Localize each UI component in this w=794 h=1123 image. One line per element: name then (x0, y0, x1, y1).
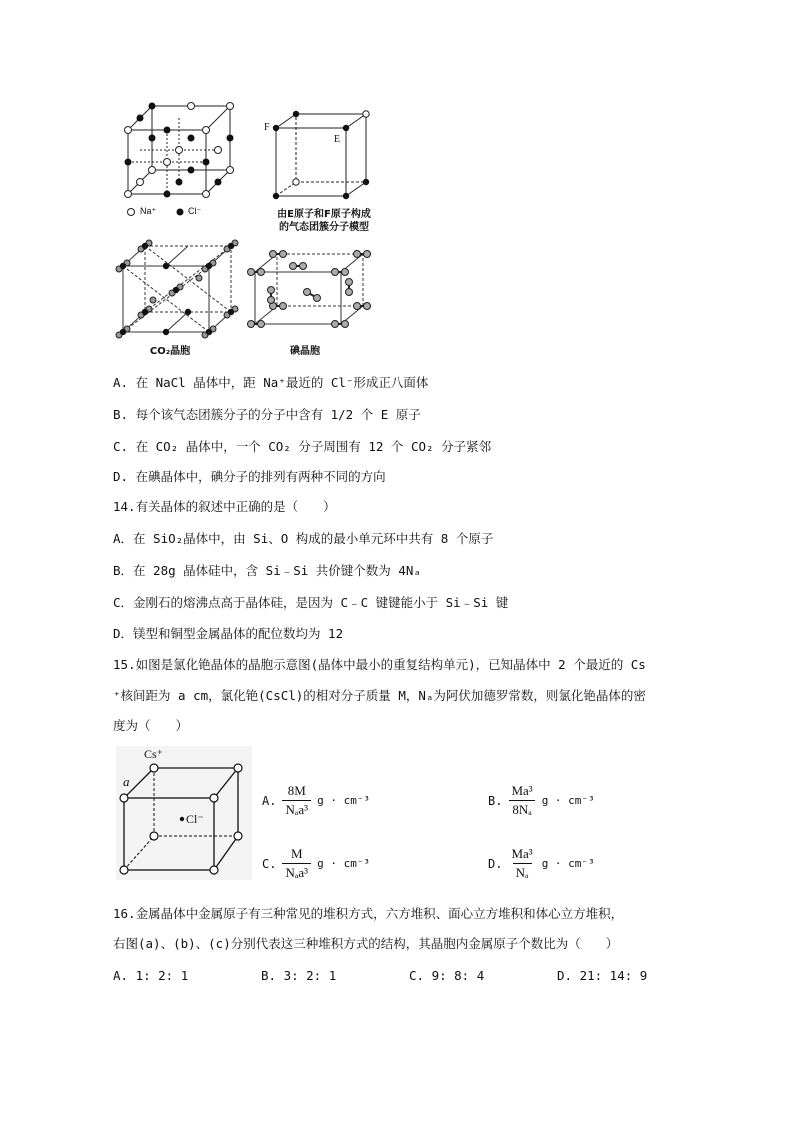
q15-option-a (262, 783, 370, 818)
cluster-caption-1: 由E原子和F原子构成 (277, 209, 371, 220)
q15-stem-line1: 15.如图是氯化铯晶体的晶胞示意图(晶体中最小的重复结构单元)，已知晶体中 2 个最近的 Cs (113, 657, 646, 672)
q16-option-c: C. 9: 8: 4 (409, 968, 485, 983)
q15-option-b-unit: g · cm⁻³ (541, 794, 595, 807)
q14-stem: 14.有关晶体的叙述中正确的是（ ） (113, 499, 336, 514)
co2-caption: CO₂晶胞 (149, 346, 191, 357)
q14-option-d: D．镁型和铜型金属晶体的配位数均为 12 (113, 626, 344, 641)
q15-option-b-fraction (508, 783, 535, 818)
q15-option-b-label: B. (488, 793, 503, 808)
label-cs: Cs⁺ (144, 747, 164, 761)
q16-stem-line2: 右图(a)、(b)、(c)分别代表这三种堆积方式的结构，其晶胞内金属原子个数比为（ ） (113, 936, 619, 951)
q15-option-d-label: D. (488, 856, 503, 871)
q15-option-c (262, 846, 370, 881)
q16-stem-line1: 16.金属晶体中金属原子有三种常见的堆积方式，六方堆积、面心立方堆积和体心立方堆积， (113, 906, 624, 921)
q15-option-d-unit: g · cm⁻³ (541, 857, 595, 870)
q15-option-c-fraction (282, 846, 311, 881)
nacl-crystal-figure (118, 100, 240, 225)
q15-option-c-numerator: M (290, 846, 303, 861)
legend-cl: Cl⁻ (188, 206, 202, 216)
label-cl: Cl⁻ (186, 812, 204, 826)
q14-option-c: C．金刚石的熔沸点高于晶体硅，是因为 C﹣C 键键能小于 Si﹣Si 键 (113, 595, 509, 610)
q15-option-a-fraction (282, 783, 311, 818)
cluster-molecule-figure (262, 108, 384, 200)
q15-option-d-denominator: Nₐ (513, 863, 532, 881)
q13-option-a: A. 在 NaCl 晶体中，距 Na⁺最近的 Cl⁻形成正八面体 (113, 375, 429, 390)
q13-option-c: C. 在 CO₂ 晶体中，一个 CO₂ 分子周围有 12 个 CO₂ 分子紧邻 (113, 439, 492, 454)
q15-option-c-denominator: Nₐa³ (282, 863, 311, 881)
q15-option-b-numerator: Ma³ (511, 783, 533, 798)
iodine-caption: 碘晶胞 (290, 346, 320, 357)
q15-option-a-numerator: 8M (287, 783, 306, 798)
q15-stem-line2: ⁺核间距为 a cm，氯化铯(CsCl)的相对分子质量 M，Nₐ为阿伏加德罗常数，则氯化铯晶体的密 (113, 688, 646, 703)
q15-stem-line3: 度为（ ） (113, 718, 189, 733)
q15-option-b (488, 783, 595, 818)
q16-choices (113, 968, 705, 983)
q14-option-a: A．在 SiO₂晶体中，由 Si、O 构成的最小单元环中共有 8 个原子 (113, 531, 494, 546)
q15-option-d-fraction (508, 846, 535, 881)
q15-option-b-denominator: 8Nₐ (509, 800, 534, 818)
cscl-unit-cell-figure (116, 746, 252, 880)
q15-option-d (488, 846, 595, 881)
q14-option-b: B．在 28g 晶体硅中，含 Si﹣Si 共价键个数为 4Nₐ (113, 563, 421, 578)
q15-option-c-unit: g · cm⁻³ (317, 857, 371, 870)
label-a: a (123, 774, 130, 789)
q15-option-a-denominator: Nₐa³ (282, 800, 311, 818)
label-e: E (334, 134, 341, 145)
q16-option-d: D. 21: 14: 9 (557, 968, 648, 983)
co2-unit-cell-figure (113, 238, 241, 340)
q16-option-a: A. 1: 2: 1 (113, 968, 189, 983)
cluster-caption-2: 的气态团簇分子模型 (279, 222, 369, 233)
q15-option-a-label: A. (262, 793, 277, 808)
q15-option-a-unit: g · cm⁻³ (317, 794, 371, 807)
q16-option-b: B. 3: 2: 1 (261, 968, 337, 983)
legend-na: Na⁺ (140, 206, 157, 216)
q15-option-c-label: C. (262, 856, 277, 871)
q15-option-d-numerator: Ma³ (511, 846, 533, 861)
q13-option-b: B. 每个该气态团簇分子的分子中含有 1/2 个 E 原子 (113, 407, 421, 422)
q13-option-d: D. 在碘晶体中，碘分子的排列有两种不同的方向 (113, 469, 386, 484)
label-f: F (264, 122, 270, 133)
iodine-unit-cell-figure (245, 248, 377, 332)
